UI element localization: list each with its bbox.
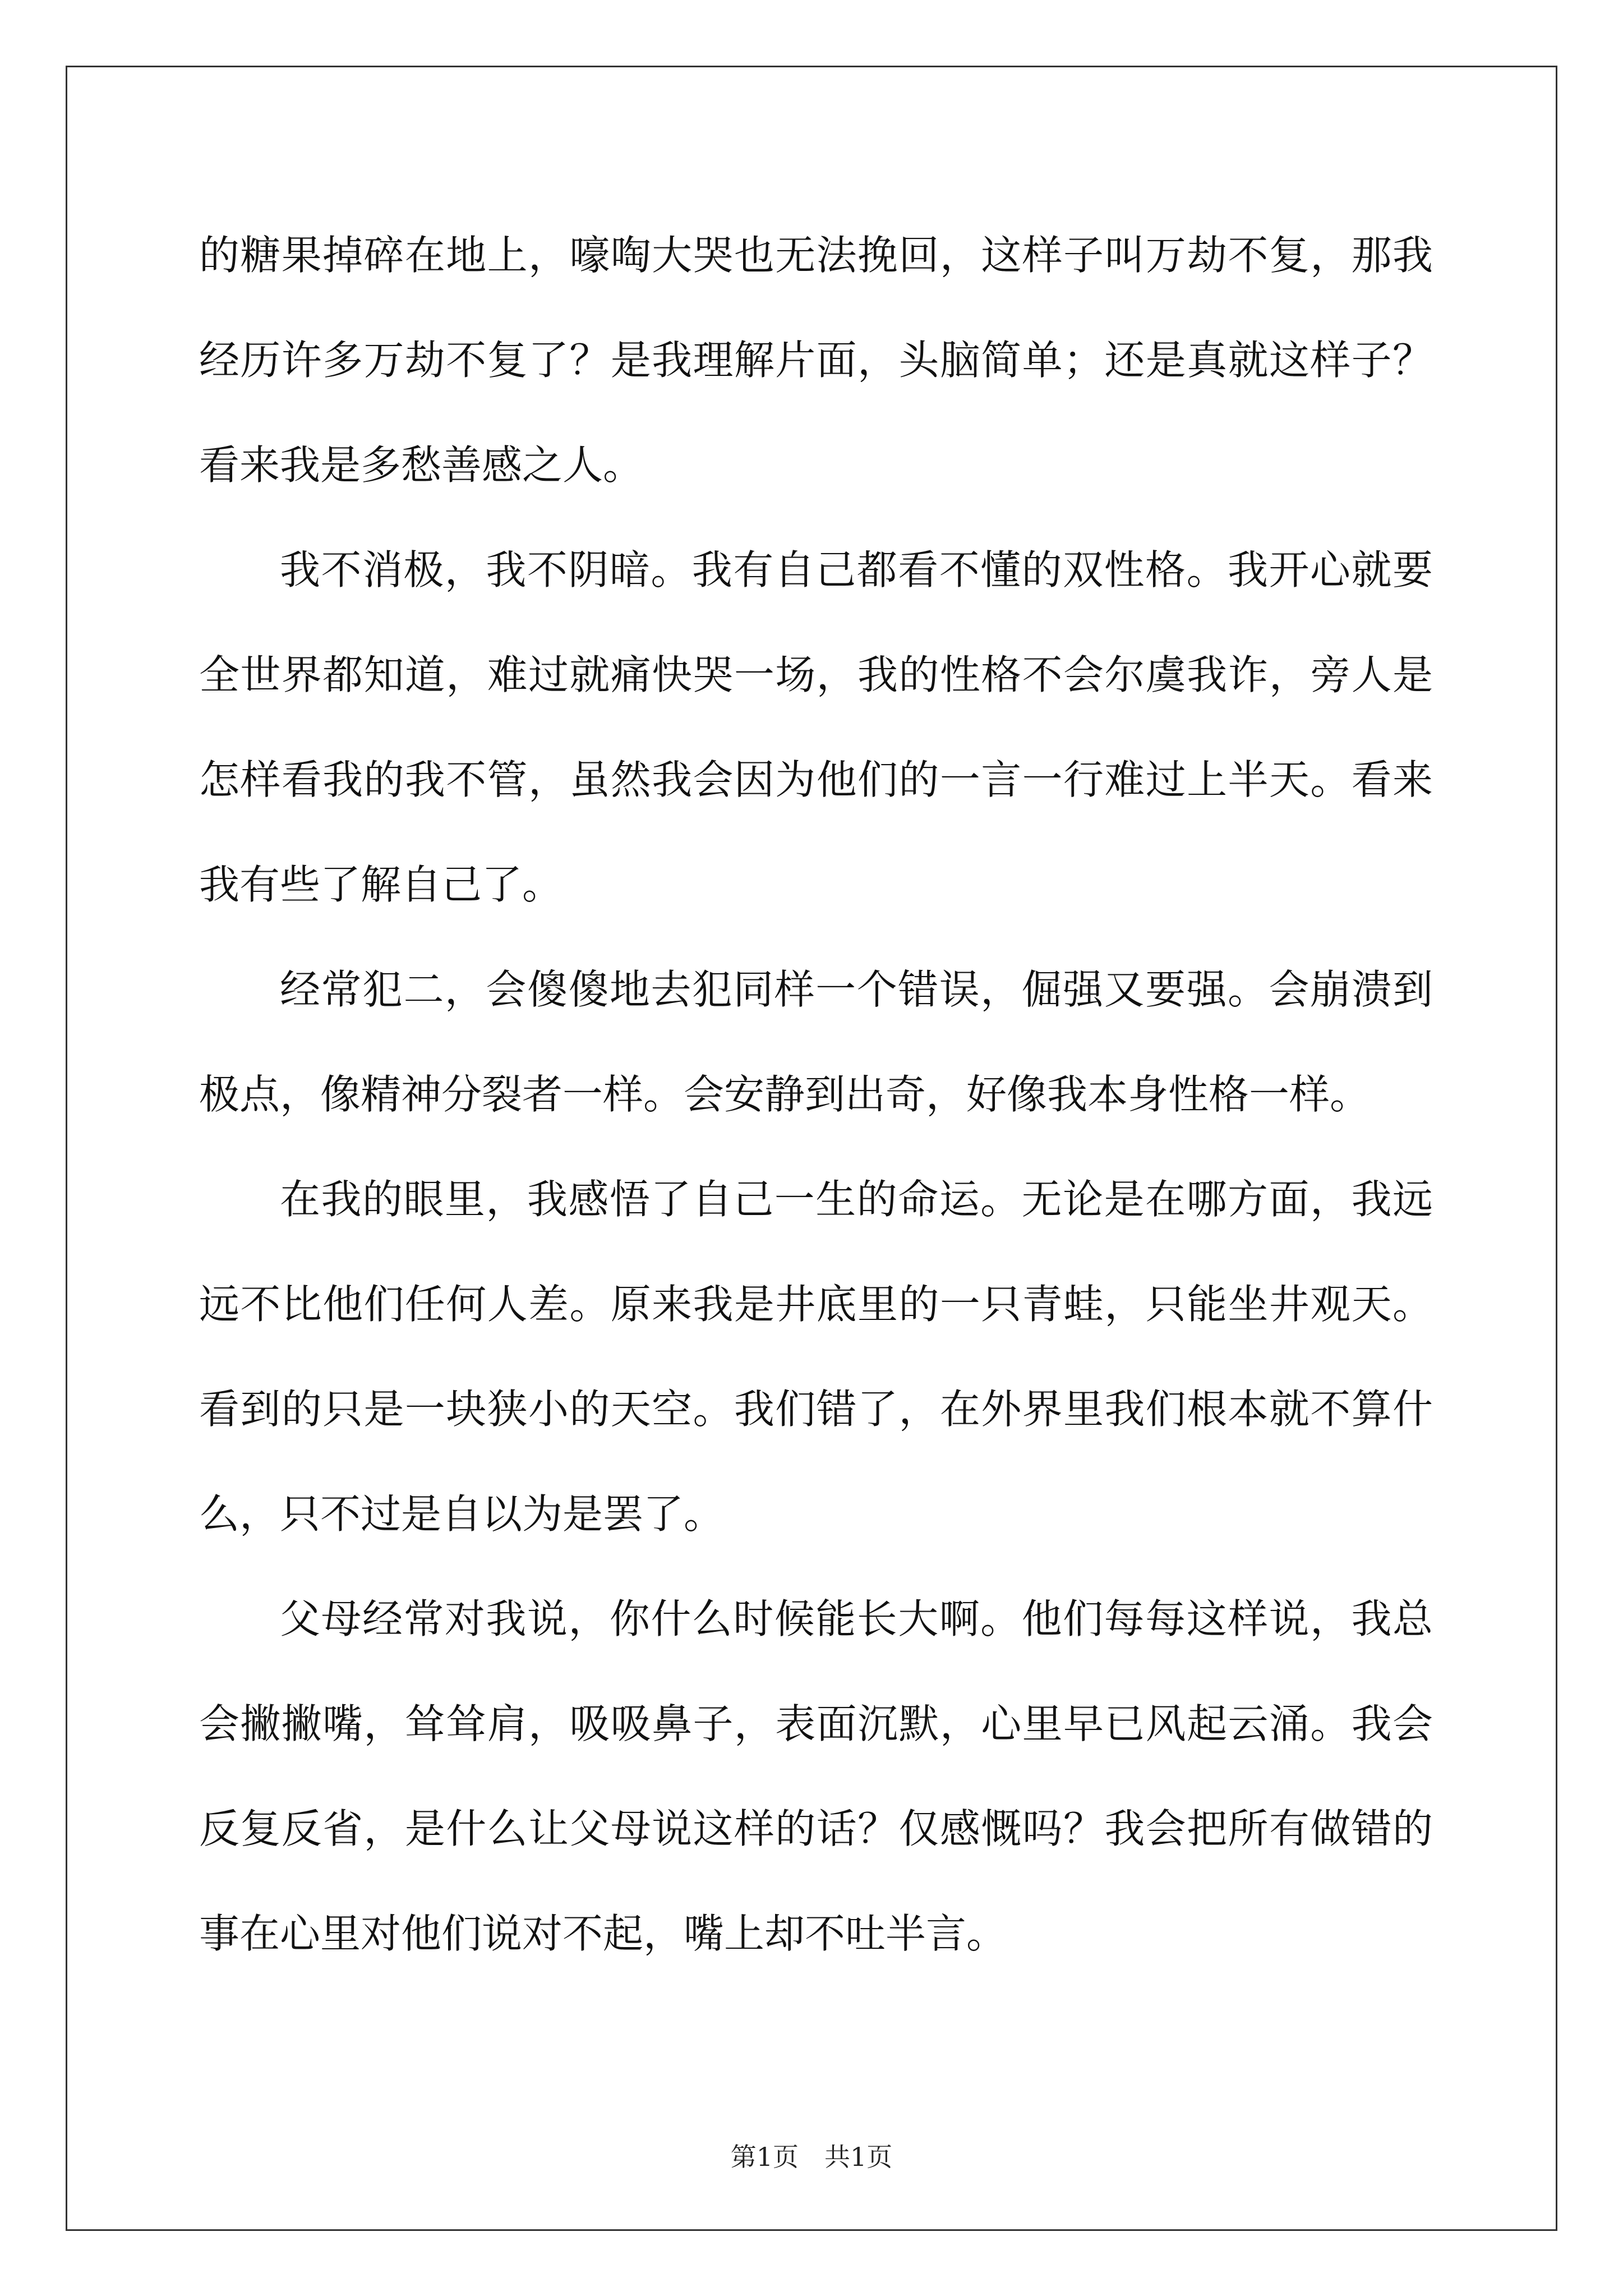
paragraph-1: 的糖果掉碎在地上，嚎啕大哭也无法挽回，这样子叫万劫不复，那我经历许多万劫不复了？是我理解片面，头脑简单；还是真就这样子？看来我是多愁善感之人。 [199,232,1433,489]
paragraph-4: 在我的眼里，我感悟了自己一生的命运。无论是在哪方面，我远远不比他们任何人差。原来我是井底里的一只青蛙，只能坐井观天。看到的只是一块狭小的天空。我们错了，在外界里我们根本就不算什么，只不过是自以为是罢了。 [199,1176,1433,1538]
page-number-total: 共1页 [824,2142,893,2172]
paragraph-3: 经常犯二，会傻傻地去犯同样一个错误，倔强又要强。会崩溃到极点，像精神分裂者一样。会安静到出奇，好像我本身性格一样。 [199,966,1433,1118]
page-footer [0,2140,1623,2174]
paragraph-2: 我不消极，我不阴暗。我有自己都看不懂的双性格。我开心就要全世界都知道，难过就痛快哭一场，我的性格不会尔虞我诈，旁人是怎样看我的我不管，虽然我会因为他们的一言一行难过上半天。看来我有些了解自己了。 [199,546,1433,908]
page-number-current: 第1页 [730,2142,799,2172]
paragraph-5: 父母经常对我说，你什么时候能长大啊。他们每每这样说，我总会撇撇嘴，耸耸肩，吸吸鼻子，表面沉默，心里早已风起云涌。我会反复反省，是什么让父母说这样的话？仅感慨吗？我会把所有做错的事在心里对他们说对不起，嘴上却不吐半言。 [199,1595,1433,1957]
document-body [199,203,1433,1986]
